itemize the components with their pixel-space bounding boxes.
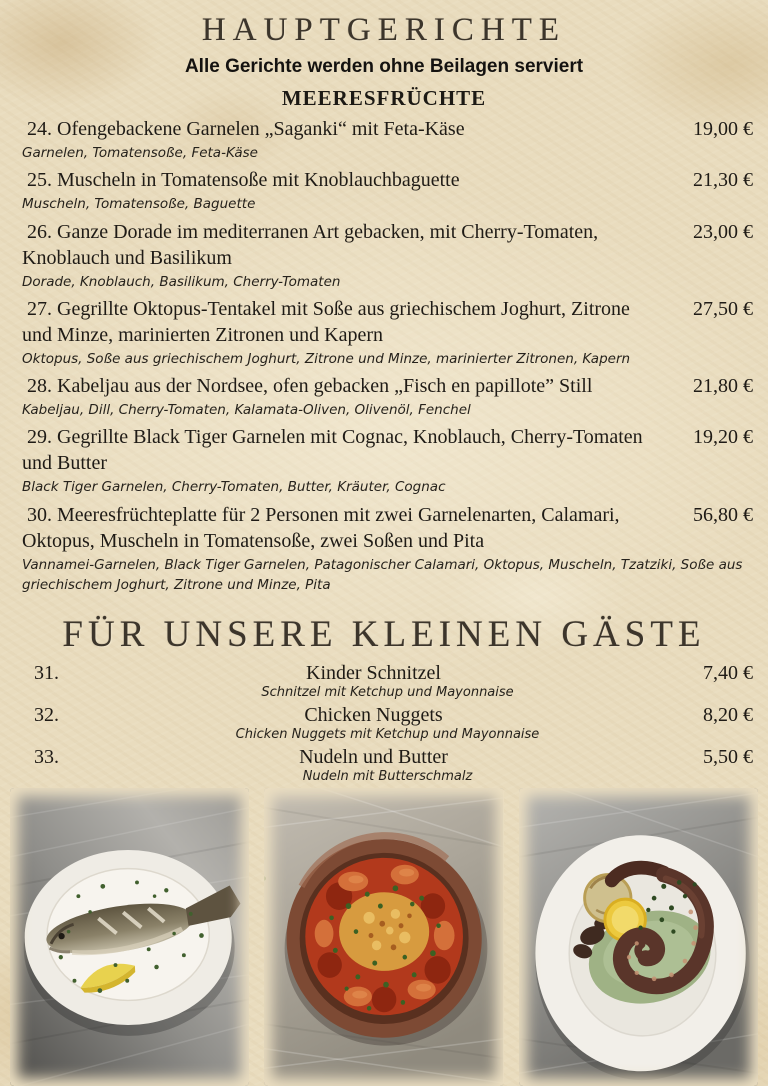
- item-name: Chicken Nuggets: [304, 704, 443, 726]
- item-row: [22, 704, 753, 727]
- item-number: 26.: [27, 220, 52, 243]
- menu-item-24: [22, 116, 753, 163]
- photo-strip: [0, 788, 768, 1086]
- item-ingredients: Schnitzel mit Ketchup und Mayonnaise: [261, 685, 514, 700]
- item-name: 24. Ofengebackene Garnelen „Saganki“ mit Feta-Käse: [27, 118, 465, 140]
- photo-baked-dorade: [10, 788, 249, 1086]
- item-ingredients: Dorade, Knoblauch, Basilikum, Cherry-Tomaten: [22, 273, 341, 290]
- item-number: 32.: [34, 704, 59, 726]
- item-row: [22, 373, 753, 399]
- item-price: 19,20 €: [693, 426, 753, 449]
- item-ingredients: Oktopus, Soße aus griechischem Joghurt, Zitrone und Minze, marinierter Zitronen, Kapern: [22, 350, 631, 367]
- menu-item-25: [22, 167, 753, 214]
- item-number: 25.: [27, 169, 52, 192]
- item-name: 26. Ganze Dorade im mediterranen Art gebacken, mit Cherry-Tomaten, Knoblauch und Basilikum: [22, 220, 599, 269]
- item-price: 5,50 €: [703, 746, 753, 768]
- seafood-section: [0, 113, 768, 599]
- item-number: 27.: [27, 297, 52, 320]
- photo-grilled-octopus: [519, 788, 758, 1086]
- item-row: [22, 296, 753, 348]
- item-name: 30. Meeresfrüchteplatte für 2 Personen mit zwei Garnelenarten, Calamari, Oktopus, Muscheln in Tomatensoße, zwei Soßen und Pita: [22, 503, 620, 552]
- item-price: 23,00 €: [693, 220, 753, 243]
- item-row: [22, 662, 753, 685]
- menu-item-33: [22, 746, 753, 784]
- item-price: 21,30 €: [693, 169, 753, 192]
- item-row: [22, 424, 753, 476]
- item-ingredients: Nudeln mit Butterschmalz: [302, 769, 473, 784]
- item-price: 56,80 €: [693, 503, 753, 526]
- grilled-octopus-illustration: [519, 788, 758, 1086]
- menu-item-32: [22, 704, 753, 742]
- item-row: [22, 116, 753, 142]
- item-number: 28.: [27, 375, 52, 397]
- item-row: [22, 219, 753, 271]
- item-price: 21,80 €: [693, 375, 753, 397]
- baked-dorade-illustration: [10, 788, 249, 1086]
- item-ingredients: Garnelen, Tomatensoße, Feta-Käse: [22, 145, 258, 161]
- item-price: 8,20 €: [703, 704, 753, 726]
- item-number: 24.: [27, 118, 52, 140]
- item-ingredients: Vannamei-Garnelen, Black Tiger Garnelen, Patagonischer Calamari, Oktopus, Muscheln, Tzatziki, Soße aus griechischem Joghurt, Zitrone und Minze, Pita: [22, 556, 743, 593]
- item-row: [22, 167, 753, 193]
- kids-section: [0, 660, 768, 788]
- item-ingredients: Muscheln, Tomatensoße, Baguette: [22, 196, 256, 213]
- menu-item-29: [22, 424, 753, 497]
- item-name: 28. Kabeljau aus der Nordsee, ofen gebacken „Fisch en papillote” Still: [27, 375, 593, 397]
- item-price: 7,40 €: [703, 662, 753, 684]
- menu-item-31: [22, 662, 753, 700]
- item-name: 27. Gegrillte Oktopus-Tentakel mit Soße aus griechischem Joghurt, Zitrone und Minze, marinierten Zitronen und Kapern: [22, 297, 630, 346]
- item-name: 25. Muscheln in Tomatensoße mit Knoblauchbaguette: [27, 169, 460, 192]
- item-price: 27,50 €: [693, 297, 753, 320]
- photo-shrimp-saganaki: [264, 788, 503, 1086]
- item-name: Kinder Schnitzel: [306, 662, 441, 684]
- menu-header: [0, 12, 768, 113]
- menu-item-28: [22, 373, 753, 420]
- page-title: HAUPTGERICHTE: [201, 12, 567, 48]
- item-number: 29.: [27, 426, 52, 449]
- item-ingredients: Chicken Nuggets mit Ketchup und Mayonnaise: [235, 727, 540, 742]
- item-row: [22, 746, 753, 769]
- section-heading-kids: FÜR UNSERE KLEINEN GÄSTE: [62, 614, 706, 655]
- item-name: Nudeln und Butter: [299, 746, 448, 768]
- menu-item-26: [22, 219, 753, 292]
- page-subtitle: Alle Gerichte werden ohne Beilagen serviert: [184, 56, 584, 77]
- item-name: 29. Gegrillte Black Tiger Garnelen mit Cognac, Knoblauch, Cherry-Tomaten und Butter: [22, 426, 643, 475]
- item-ingredients: Kabeljau, Dill, Cherry-Tomaten, Kalamata-Oliven, Olivenöl, Fenchel: [22, 402, 471, 418]
- section-heading-seafood: MEERESFRÜCHTE: [281, 86, 487, 110]
- item-number: 31.: [34, 662, 59, 684]
- item-price: 19,00 €: [693, 118, 753, 140]
- menu-item-27: [22, 296, 753, 369]
- item-ingredients: Black Tiger Garnelen, Cherry-Tomaten, Butter, Kräuter, Cognac: [22, 479, 446, 496]
- shrimp-saganaki-illustration: [264, 788, 503, 1086]
- item-number: 33.: [34, 746, 59, 768]
- menu-item-30: [22, 502, 753, 596]
- item-row: [22, 502, 753, 554]
- item-number: 30.: [27, 503, 52, 526]
